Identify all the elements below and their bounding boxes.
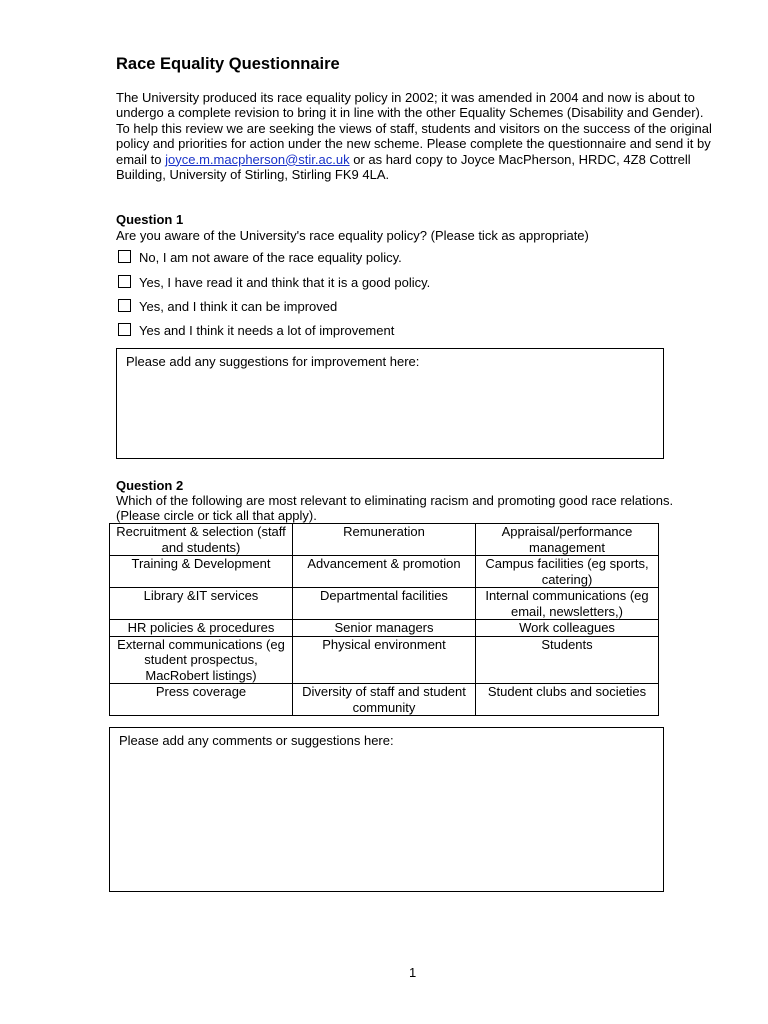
checkbox[interactable] <box>118 250 131 263</box>
table-cell[interactable]: Work colleagues <box>476 620 659 637</box>
table-cell[interactable]: Student clubs and societies <box>476 684 659 716</box>
relevance-table <box>109 523 659 716</box>
table-cell[interactable]: Training & Development <box>110 556 293 588</box>
checkbox[interactable] <box>118 323 131 336</box>
question-1-text: Are you aware of the University's race equality policy? (Please tick as appropriate) <box>116 228 589 243</box>
table-cell[interactable]: Diversity of staff and student community <box>293 684 476 716</box>
table-cell[interactable]: Appraisal/performance management <box>476 524 659 556</box>
option-label: Yes, I have read it and think that it is a good policy. <box>139 275 431 290</box>
table-cell[interactable]: Physical environment <box>293 636 476 684</box>
q1-option-can-be-improved[interactable] <box>118 299 337 315</box>
table-cell[interactable]: Press coverage <box>110 684 293 716</box>
table-row <box>110 588 659 620</box>
q1-option-needs-improvement[interactable] <box>118 323 394 339</box>
q1-suggestions-label: Please add any suggestions for improvement here: <box>126 354 420 369</box>
table-cell[interactable]: Remuneration <box>293 524 476 556</box>
page-title: Race Equality Questionnaire <box>116 55 340 73</box>
q1-option-good-policy[interactable] <box>118 275 430 291</box>
table-cell[interactable]: HR policies & procedures <box>110 620 293 637</box>
option-label: Yes, and I think it can be improved <box>139 299 338 314</box>
q2-comments-label: Please add any comments or suggestions here: <box>119 733 394 748</box>
q2-comments-box[interactable] <box>109 727 664 892</box>
table-row <box>110 636 659 684</box>
q1-option-not-aware[interactable] <box>118 250 402 266</box>
table-row <box>110 524 659 556</box>
checkbox[interactable] <box>118 299 131 312</box>
question-2-text: Which of the following are most relevant to eliminating racism and promoting good race relations. (Please circle or tick all that apply). <box>116 493 674 524</box>
table-row <box>110 620 659 637</box>
checkbox[interactable] <box>118 275 131 288</box>
page-number: 1 <box>409 965 417 980</box>
table-row <box>110 684 659 716</box>
table-cell[interactable]: Senior managers <box>293 620 476 637</box>
option-label: No, I am not aware of the race equality policy. <box>139 250 402 265</box>
table-cell[interactable]: Campus facilities (eg sports, catering) <box>476 556 659 588</box>
intro-text-after: or as hard copy to Joyce MacPherson, HRDC, 4Z8 Cottrell Building, University of Stirling, Stirling FK9 4LA. <box>116 151 691 183</box>
table-cell[interactable]: Students <box>476 636 659 684</box>
table-cell[interactable]: Recruitment & selection (staff and students) <box>110 524 293 556</box>
q1-suggestions-box[interactable] <box>116 348 664 459</box>
question-1-heading: Question 1 <box>116 212 184 227</box>
table-cell[interactable]: Library &IT services <box>110 588 293 620</box>
question-2-heading: Question 2 <box>116 478 184 493</box>
intro-paragraph <box>116 90 716 182</box>
intro-text-before: The University produced its race equality policy in 2002; it was amended in 2004 and now is about to undergo a complete revision to bring it in line with the other Equality Schemes (Disability and Gender). To help this review we are seeking the views of staff, students and visitors on the success of the original policy and priorities for action under the new scheme. Please complete the questionnaire and send it by email to <box>116 90 712 167</box>
table-cell[interactable]: Advancement & promotion <box>293 556 476 588</box>
table-row <box>110 556 659 588</box>
option-label: Yes and I think it needs a lot of improvement <box>139 323 395 338</box>
table-cell[interactable]: External communications (eg student prospectus, MacRobert listings) <box>110 636 293 684</box>
email-link[interactable]: joyce.m.macpherson@stir.ac.uk <box>165 151 350 167</box>
table-cell[interactable]: Internal communications (eg email, newsletters,) <box>476 588 659 620</box>
table-cell[interactable]: Departmental facilities <box>293 588 476 620</box>
